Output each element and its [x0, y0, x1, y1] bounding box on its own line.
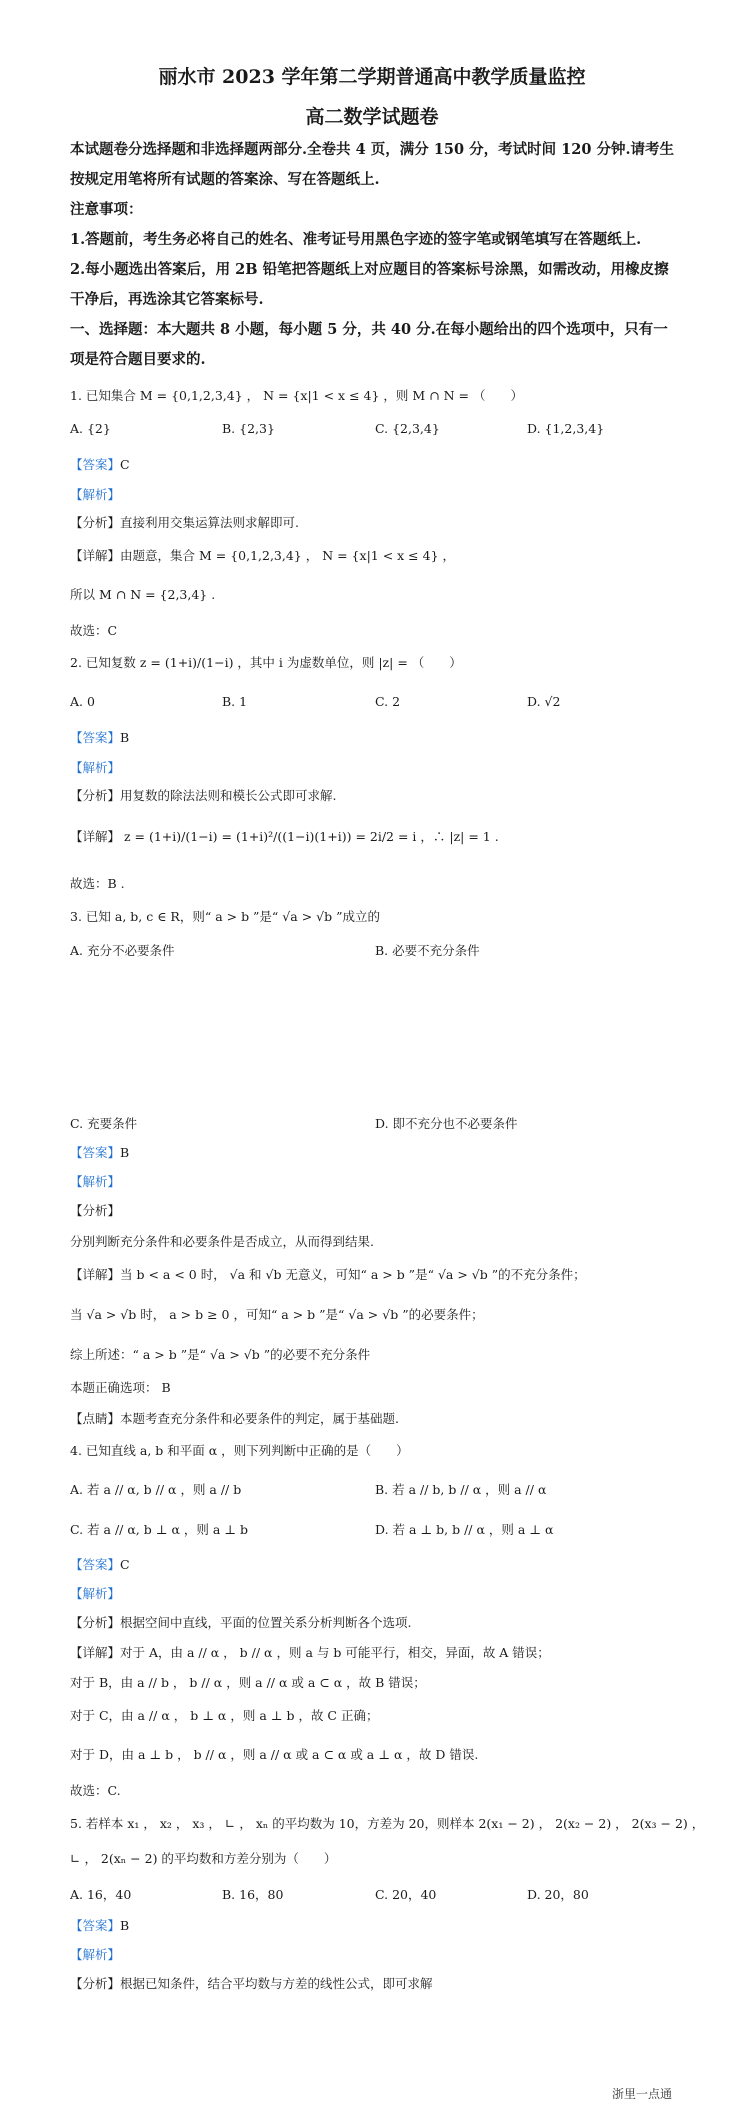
question-stem: 5. 若样本 x₁ ， x₂ ， x₃ ， ∟ ， xₙ 的平均数为 10，方差为 20，则样本 2(x₁ − 2) ， 2(x₂ − 2) ， 2(x₃ − 2) ， — [70, 1816, 705, 1831]
question-stem: 3. 已知 a, b, c ∈ R，则“ a > b ”是“ √a > √b ”成立的 — [70, 909, 380, 924]
option-c: C. 若 a // α, b ⊥ α ，则 a ⊥ b — [70, 1522, 248, 1537]
answer-tag: 【答案】 — [70, 457, 121, 472]
notice-item: 干净后，再选涂其它答案标号. — [70, 291, 264, 308]
detail-line: 【详解】对于 A，由 a // α ， b // α ，则 a 与 b 可能平行，相交，异面，故 A 错误； — [70, 1645, 550, 1660]
option-b: B. {2,3} — [222, 421, 275, 436]
analysis-line: 分别判断充分条件和必要条件是否成立，从而得到结果. — [70, 1234, 374, 1249]
question-stem: 2. 已知复数 z = (1+i)/(1−i) ，其中 i 为虚数单位，则 |z| = （ ） — [70, 655, 462, 670]
analysis-line: 【分析】根据已知条件，结合平均数与方差的线性公式，即可求解 — [70, 1976, 433, 1991]
analysis-tag: 【解析】 — [70, 1947, 121, 1962]
remark-line: 【点睛】本题考查充分条件和必要条件的判定，属于基础题. — [70, 1411, 399, 1426]
answer-tag: 【答案】 — [70, 730, 121, 745]
detail-line: 【详解】当 b < a < 0 时， √a 和 √b 无意义，可知“ a > b ”是“ √a > √b ”的不充分条件； — [70, 1267, 586, 1282]
detail-line: 对于 D，由 a ⊥ b ， b // α ，则 a // α 或 a ⊂ α 或 a ⊥ α ，故 D 错误. — [70, 1747, 479, 1762]
analysis-line: 【分析】 — [70, 1203, 121, 1218]
option-c: C. {2,3,4} — [375, 421, 440, 436]
option-a: A. 16，40 — [70, 1887, 132, 1902]
notice-title: 注意事项： — [70, 201, 143, 218]
analysis-tag: 【解析】 — [70, 760, 121, 775]
analysis-line: 【分析】用复数的除法法则和模长公式即可求解. — [70, 788, 337, 803]
detail-line: 对于 B，由 a // b ， b // α ，则 a // α 或 a ⊂ α ，故 B 错误； — [70, 1675, 426, 1690]
answer-value: C — [120, 1557, 130, 1572]
option-b: B. 必要不充分条件 — [375, 943, 480, 958]
section-heading: 一、选择题：本大题共 8 小题，每小题 5 分，共 40 分.在每小题给出的四个选项中，只有一 — [70, 321, 668, 338]
answer-value: C — [120, 457, 130, 472]
option-d: D. 即不充分也不必要条件 — [375, 1116, 518, 1131]
option-c: C. 充要条件 — [70, 1116, 138, 1131]
option-a: A. 0 — [70, 694, 95, 709]
option-d: D. {1,2,3,4} — [527, 421, 605, 436]
detail-line: 【详解】 z = (1+i)/(1−i) = (1+i)²/((1−i)(1+i)) = 2i/2 = i ，∴ |z| = 1 . — [70, 829, 499, 844]
detail-line: 本题正确选项： B — [70, 1380, 171, 1395]
detail-line: 对于 C，由 a // α ， b ⊥ α ，则 a ⊥ b ，故 C 正确； — [70, 1708, 379, 1723]
option-a: A. {2} — [70, 421, 111, 436]
analysis-tag: 【解析】 — [70, 1174, 121, 1189]
detail-line: 综上所述：“ a > b ”是“ √a > √b ”的必要不充分条件 — [70, 1347, 371, 1362]
option-d: D. 若 a ⊥ b, b // α ，则 a ⊥ α — [375, 1522, 554, 1537]
conclusion: 故选：C. — [70, 1783, 121, 1798]
conclusion: 故选：B . — [70, 876, 125, 891]
footer-brand: 浙里一点通 — [612, 2087, 673, 2101]
intro-line: 按规定用笔将所有试题的答案涂、写在答题纸上. — [70, 171, 380, 188]
analysis-tag: 【解析】 — [70, 1586, 121, 1601]
notice-item: 2.每小题选出答案后，用 2B 铅笔把答题纸上对应题目的答案标号涂黑，如需改动，用橡皮擦 — [70, 261, 669, 278]
option-c: C. 2 — [375, 694, 401, 709]
answer-value: B — [120, 1145, 130, 1160]
option-a: A. 若 a // α, b // α ，则 a // b — [70, 1482, 242, 1497]
question-stem: ∟ ， 2(xₙ − 2) 的平均数和方差分别为（ ） — [70, 1851, 337, 1866]
option-d: D. √2 — [527, 694, 561, 709]
analysis-line: 【分析】根据空间中直线，平面的位置关系分析判断各个选项. — [70, 1615, 412, 1630]
option-b: B. 若 a // b, b // α ，则 a // α — [375, 1482, 547, 1497]
option-b: B. 1 — [222, 694, 248, 709]
answer-value: B — [120, 730, 130, 745]
analysis-line: 【分析】直接利用交集运算法则求解即可. — [70, 515, 299, 530]
page-title: 丽水市 2023 学年第二学期普通高中教学质量监控 — [158, 66, 586, 88]
question-stem: 4. 已知直线 a, b 和平面 α ，则下列判断中正确的是（ ） — [70, 1443, 409, 1458]
option-a: A. 充分不必要条件 — [70, 943, 175, 958]
notice-item: 1.答题前，考生务必将自己的姓名、准考证号用黑色字迹的签字笔或钢笔填写在答题纸上. — [70, 231, 642, 248]
page-subtitle: 高二数学试题卷 — [305, 106, 439, 128]
option-d: D. 20，80 — [527, 1887, 589, 1902]
option-c: C. 20，40 — [375, 1887, 437, 1902]
detail-line: 【详解】由题意，集合 M = {0,1,2,3,4} ， N = {x|1 < x ≤ 4} ， — [70, 548, 455, 563]
detail-line: 当 √a > √b 时， a > b ≥ 0 ，可知“ a > b ”是“ √a > √b ”的必要条件； — [70, 1307, 484, 1322]
answer-tag: 【答案】 — [70, 1557, 121, 1572]
analysis-tag: 【解析】 — [70, 487, 121, 502]
question-stem: 1. 已知集合 M = {0,1,2,3,4} ， N = {x|1 < x ≤ 4} ，则 M ∩ N = （ ） — [70, 388, 523, 403]
conclusion: 故选：C — [70, 623, 118, 638]
answer-tag: 【答案】 — [70, 1918, 121, 1933]
section-heading: 项是符合题目要求的. — [70, 351, 206, 368]
option-b: B. 16，80 — [222, 1887, 284, 1902]
answer-tag: 【答案】 — [70, 1145, 121, 1160]
intro-line: 本试题卷分选择题和非选择题两部分.全卷共 4 页，满分 150 分，考试时间 120 分钟.请考生 — [70, 141, 675, 158]
detail-line: 所以 M ∩ N = {2,3,4} . — [70, 587, 216, 602]
answer-value: B — [120, 1918, 130, 1933]
